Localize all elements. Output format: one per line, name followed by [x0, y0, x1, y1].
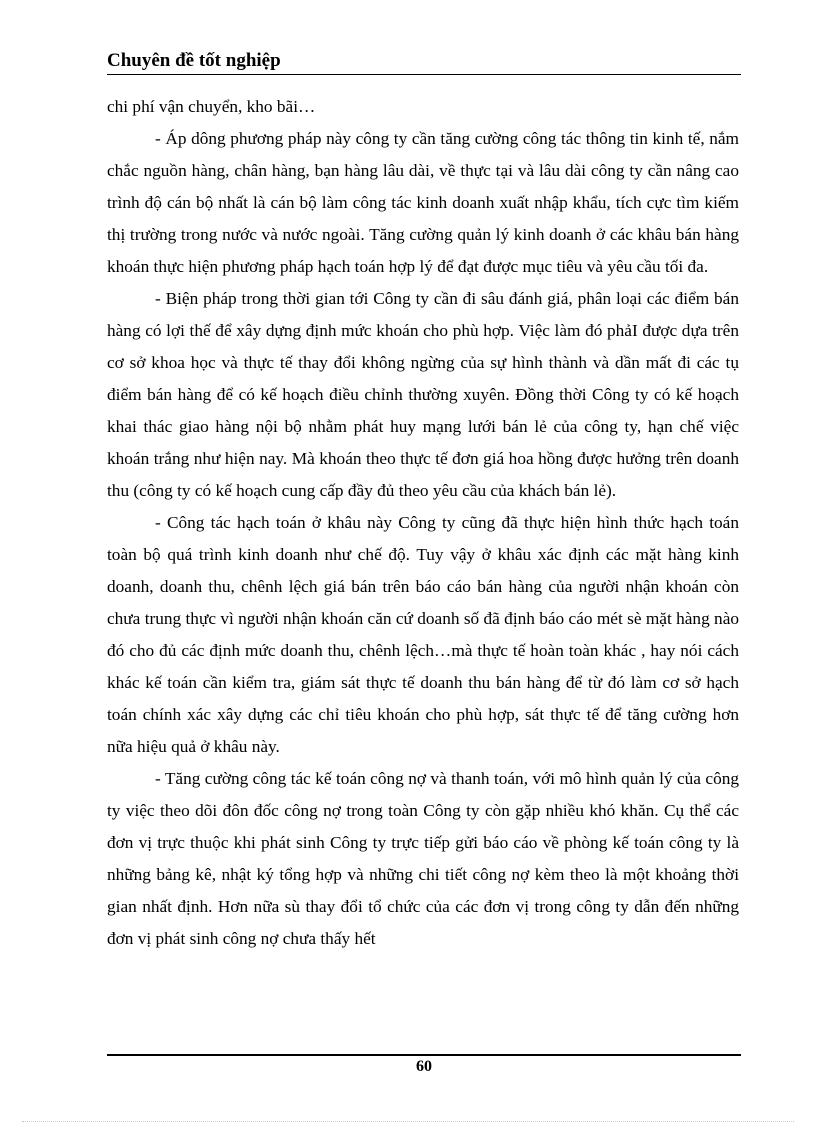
page-edge-line [22, 1121, 794, 1122]
header-divider [107, 74, 741, 75]
page-number: 60 [416, 1058, 432, 1075]
footer-divider [107, 1054, 741, 1056]
paragraph-method-application: - Áp dông phương pháp này công ty cần tăng cường công tác thông tin kinh tế, nắm chắc nguồn hàng, chân hàng, bạn hàng lâu dài, về thực tại và lâu dài công ty cần nâng cao trình độ cán bộ nhất là cán bộ làm công tác kinh doanh xuất nhập khẩu, tích cực tìm kiếm thị trường trong nước và nước ngoài. Tăng cường quản lý kinh doanh ở các khâu bán hàng khoán thực hiện phương pháp hạch toán hợp lý để đạt được mục tiêu và yêu cầu tối đa. [107, 129, 739, 276]
paragraph-debt-accounting: - Tăng cường công tác kế toán công nợ và thanh toán, với mô hình quản lý của công ty việc theo dõi đôn đốc công nợ trong toàn Công ty còn gặp nhiều khó khăn. Cụ thể các đơn vị trực thuộc khi phát sinh Công ty trực tiếp gửi báo cáo về phòng kế toán công ty là những bảng kê, nhật ký tổng hợp và những chi tiết công nợ kèm theo là một khoảng thời gian nhất định. Hơn nữa sù thay đổi tổ chức của các đơn vị trong công ty dẫn đến những đơn vị phát sinh công nợ chưa thấy hết [107, 769, 739, 948]
paragraph-continuation: chi phí vận chuyển, kho bãi… [107, 97, 316, 116]
document-body [107, 91, 739, 955]
paragraph-sales-points: - Biện pháp trong thời gian tới Công ty cần đi sâu đánh giá, phân loại các điểm bán hàng có lợi thế để xây dựng định mức khoán cho phù hợp. Việc làm đó phảI được dựa trên cơ sở khoa học và thực tế thay đổi không ngừng của sự hình thành và dần mất đi các tụ điểm bán hàng để có kế hoạch điều chỉnh thường xuyên. Đồng thời Công ty có kế hoạch khai thác giao hàng nội bộ nhằm phát huy mạng lưới bán lẻ của công ty, hạn chế việc khoán trắng như hiện nay. Mà khoán theo thực tế đơn giá hoa hồng được hưởng trên doanh thu (công ty có kế hoạch cung cấp đầy đủ theo yêu cầu của khách bán lẻ). [107, 289, 739, 500]
paragraph-accounting-work: - Công tác hạch toán ở khâu này Công ty cũng đã thực hiện hình thức hạch toán toàn bộ quá trình kinh doanh như chế độ. Tuy vậy ở khâu xác định các mặt hàng kinh doanh, doanh thu, chênh lệch giá bán trên báo cáo bán hàng của người nhận khoán còn chưa trung thực vì người nhận khoán căn cứ doanh số đã định báo cáo mét sè mặt hàng nào đó cho đủ các định mức doanh thu, chênh lệch…mà thực tế hoàn toàn khác , hay nói cách khác kế toán cần kiểm tra, giám sát thực tế doanh thu bán hàng để từ đó làm cơ sở hạch toán chính xác xây dựng các chỉ tiêu khoán cho phù hợp, sát thực tế để tăng cường hơn nữa hiệu quả ở khâu này. [107, 513, 739, 756]
page-header-title: Chuyên đề tốt nghiệp [107, 50, 281, 71]
